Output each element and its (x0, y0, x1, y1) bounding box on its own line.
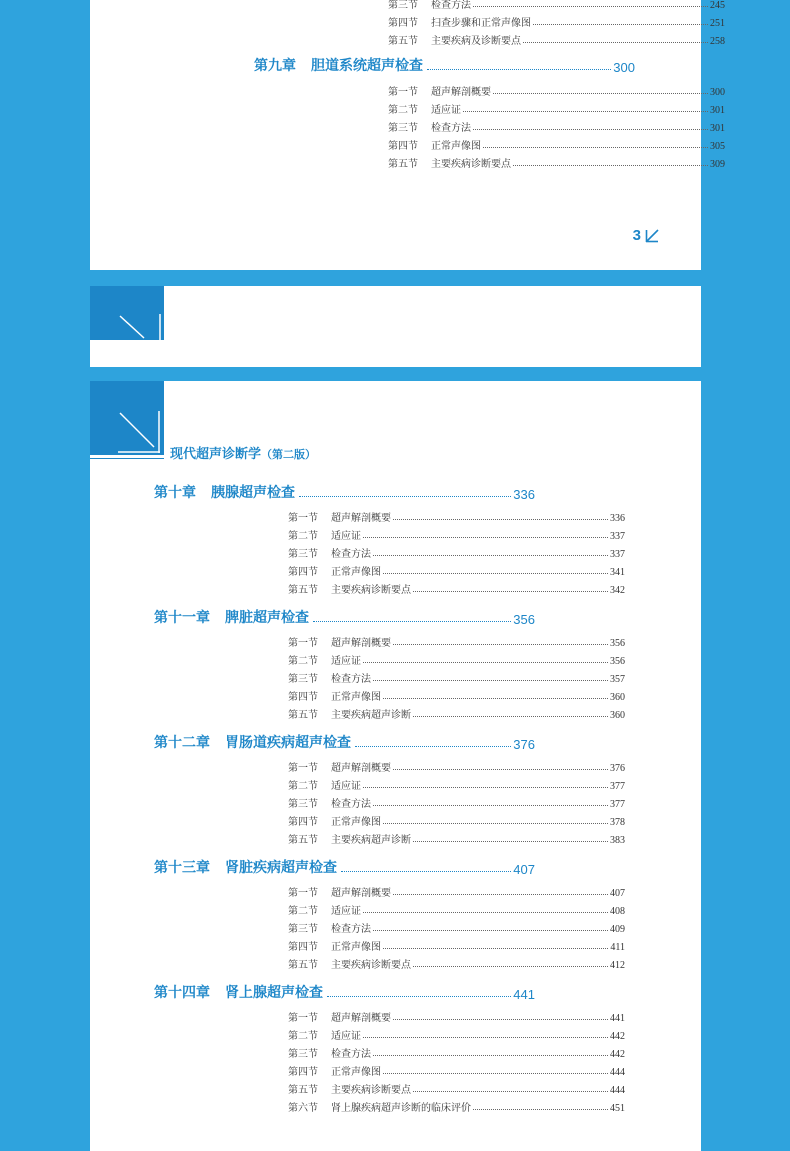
section-page: 301 (710, 123, 725, 134)
leader-dots (383, 572, 608, 574)
chapter-title: 肾脏疾病超声检查 (225, 860, 337, 876)
chapter-number: 第九章 (254, 58, 296, 74)
toc-section-row (288, 506, 625, 524)
section-page: 444 (610, 1067, 625, 1078)
chapter-heading[interactable] (154, 482, 535, 502)
toc-sections-partial (388, 0, 725, 47)
toc-section-row (288, 1024, 625, 1042)
section-title: 主要疾病诊断要点 (431, 159, 511, 170)
section-title: 正常声像图 (331, 1067, 381, 1078)
chapter-sections (288, 756, 625, 846)
toc-section-row (388, 116, 725, 134)
toc-section-row (288, 685, 625, 703)
toc-section-row (288, 1042, 625, 1060)
chapter-page: 356 (513, 612, 535, 627)
toc-section-row (288, 899, 625, 917)
section-title: 超声解剖概要 (331, 638, 391, 649)
toc-page-upper (90, 0, 725, 270)
section-number: 第五节 (288, 1085, 318, 1096)
leader-dots (393, 893, 608, 895)
leader-dots (393, 518, 608, 520)
page-number-text: 3 (632, 227, 641, 244)
section-number: 第四节 (288, 567, 318, 578)
section-number: 第一节 (288, 763, 318, 774)
chapter-page: 336 (513, 487, 535, 502)
leader-dots (355, 746, 511, 747)
section-page: 360 (610, 692, 625, 703)
chapter-heading[interactable] (154, 982, 535, 1002)
toc-section-row (288, 756, 625, 774)
leader-dots (413, 1090, 608, 1092)
chapter-page: 407 (513, 862, 535, 877)
section-number: 第三节 (388, 0, 418, 11)
section-number: 第四节 (288, 817, 318, 828)
toc-section-row (288, 560, 625, 578)
section-page: 337 (610, 549, 625, 560)
leader-dots (299, 496, 511, 497)
section-title: 主要疾病超声诊断 (331, 835, 411, 846)
chapter-page: 300 (613, 60, 635, 75)
chapter-number: 第十章 (154, 485, 196, 501)
section-page: 377 (610, 799, 625, 810)
section-number: 第四节 (388, 18, 418, 29)
leader-dots (363, 1036, 608, 1038)
section-title: 检查方法 (331, 1049, 371, 1060)
section-page: 360 (610, 710, 625, 721)
section-page: 411 (610, 942, 625, 953)
section-number: 第一节 (388, 87, 418, 98)
corner-decoration (90, 286, 164, 340)
toc-section-row (288, 578, 625, 596)
section-number: 第五节 (388, 159, 418, 170)
section-page: 442 (610, 1031, 625, 1042)
section-number: 第四节 (288, 1067, 318, 1078)
toc-section-row (288, 524, 625, 542)
toc-page-lower (90, 381, 701, 1151)
toc-section-row (288, 917, 625, 935)
section-number: 第三节 (288, 924, 318, 935)
leader-dots (473, 1108, 608, 1110)
book-edition: （第二版） (261, 448, 317, 461)
section-number: 第三节 (288, 549, 318, 560)
chapter-sections (288, 881, 625, 971)
section-page: 336 (610, 513, 625, 524)
toc-section-row (288, 1096, 625, 1114)
section-title: 检查方法 (331, 674, 371, 685)
section-number: 第五节 (288, 585, 318, 596)
leader-dots (413, 590, 608, 592)
section-title: 适应证 (331, 906, 361, 917)
leader-dots (313, 621, 511, 622)
section-title: 主要疾病诊断要点 (331, 960, 411, 971)
section-number: 第二节 (288, 1031, 318, 1042)
section-number: 第四节 (288, 692, 318, 703)
section-page: 383 (610, 835, 625, 846)
leader-dots (383, 1072, 608, 1074)
section-number: 第五节 (288, 710, 318, 721)
section-number: 第一节 (288, 888, 318, 899)
chapter-number: 第十三章 (154, 860, 210, 876)
corner-arrow-icon (90, 286, 164, 340)
leader-dots (363, 911, 608, 913)
leader-dots (493, 92, 708, 94)
section-title: 正常声像图 (331, 692, 381, 703)
section-number: 第六节 (288, 1103, 318, 1114)
section-title: 检查方法 (431, 0, 471, 11)
section-title: 正常声像图 (331, 817, 381, 828)
toc-section-row (288, 703, 625, 721)
toc-section-row (288, 774, 625, 792)
leader-dots (383, 697, 608, 699)
section-page: 356 (610, 638, 625, 649)
leader-dots (393, 643, 608, 645)
leader-dots (427, 69, 611, 70)
section-page: 444 (610, 1085, 625, 1096)
chapter-page: 376 (513, 737, 535, 752)
section-number: 第二节 (288, 781, 318, 792)
section-page: 451 (610, 1103, 625, 1114)
leader-dots (341, 871, 511, 872)
toc-section-row (288, 881, 625, 899)
section-page: 341 (610, 567, 625, 578)
leader-dots (363, 661, 608, 663)
leader-dots (373, 804, 608, 806)
toc-section-row (388, 134, 725, 152)
toc-section-row (388, 0, 725, 11)
section-title: 超声解剖概要 (331, 888, 391, 899)
chapter-title: 胃肠道疾病超声检查 (225, 735, 351, 751)
chapter-heading[interactable] (154, 857, 535, 877)
chapter-title: 胰腺超声检查 (211, 485, 295, 501)
section-page: 408 (610, 906, 625, 917)
section-number: 第五节 (288, 835, 318, 846)
leader-dots (383, 822, 608, 824)
leader-dots (473, 128, 708, 130)
section-page: 357 (610, 674, 625, 685)
chapter-sections (288, 1006, 625, 1114)
section-title: 适应证 (331, 656, 361, 667)
section-title: 正常声像图 (331, 567, 381, 578)
book-header (170, 443, 316, 462)
section-page: 309 (710, 159, 725, 170)
leader-dots (373, 929, 608, 931)
section-page: 441 (610, 1013, 625, 1024)
section-title: 扫查步骤和正常声像图 (431, 18, 531, 29)
leader-dots (393, 768, 608, 770)
section-title: 检查方法 (331, 799, 371, 810)
section-number: 第五节 (288, 960, 318, 971)
toc-section-row (288, 792, 625, 810)
section-title: 适应证 (331, 531, 361, 542)
leader-dots (393, 1018, 608, 1020)
section-number: 第一节 (288, 638, 318, 649)
chapter-sections (288, 506, 625, 596)
section-page: 342 (610, 585, 625, 596)
corner-arrow-icon (645, 229, 659, 243)
chapter-title: 脾脏超声检查 (225, 610, 309, 626)
leader-dots (383, 947, 608, 949)
leader-dots (363, 786, 608, 788)
toc-section-row (288, 810, 625, 828)
leader-dots (533, 23, 708, 25)
section-page: 300 (710, 87, 725, 98)
toc-section-row (288, 1060, 625, 1078)
section-title: 主要疾病超声诊断 (331, 710, 411, 721)
leader-dots (327, 996, 511, 997)
leader-dots (413, 715, 608, 717)
section-number: 第三节 (388, 123, 418, 134)
book-title: 现代超声诊断学 (170, 447, 262, 462)
toc-section-row (288, 542, 625, 560)
section-title: 适应证 (331, 1031, 361, 1042)
chapter-number: 第十二章 (154, 735, 210, 751)
toc-section-row (288, 667, 625, 685)
section-title: 主要疾病诊断要点 (331, 1085, 411, 1096)
chapter-heading[interactable] (254, 55, 635, 75)
section-title: 主要疾病及诊断要点 (431, 36, 521, 47)
chapter-title: 肾上腺超声检查 (225, 985, 323, 1001)
section-page: 245 (710, 0, 725, 11)
leader-dots (373, 679, 608, 681)
toc-section-row (288, 935, 625, 953)
corner-arrow-icon (90, 381, 164, 455)
toc-section-row (388, 98, 725, 116)
header-rule (90, 458, 164, 459)
toc-section-row (288, 1006, 625, 1024)
leader-dots (413, 840, 608, 842)
section-number: 第二节 (388, 105, 418, 116)
section-number: 第四节 (388, 141, 418, 152)
toc-section-row (288, 631, 625, 649)
section-number: 第二节 (288, 906, 318, 917)
leader-dots (483, 146, 708, 148)
leader-dots (463, 110, 708, 112)
leader-dots (473, 5, 708, 7)
section-title: 超声解剖概要 (331, 513, 391, 524)
section-page: 412 (610, 960, 625, 971)
chapter-heading[interactable] (154, 732, 535, 752)
toc-section-row (288, 828, 625, 846)
section-number: 第五节 (388, 36, 418, 47)
section-title: 正常声像图 (431, 141, 481, 152)
toc-section-row (388, 152, 725, 170)
chapter-page: 441 (513, 987, 535, 1002)
leader-dots (513, 164, 708, 166)
section-page: 442 (610, 1049, 625, 1060)
section-title: 适应证 (431, 105, 461, 116)
section-title: 适应证 (331, 781, 361, 792)
section-title: 主要疾病诊断要点 (331, 585, 411, 596)
section-page: 251 (710, 18, 725, 29)
leader-dots (373, 554, 608, 556)
section-page: 376 (610, 763, 625, 774)
section-page: 301 (710, 105, 725, 116)
chapter-sections (288, 631, 625, 721)
section-number: 第三节 (288, 674, 318, 685)
section-page: 337 (610, 531, 625, 542)
section-page: 378 (610, 817, 625, 828)
page-number (633, 227, 659, 244)
section-title: 检查方法 (331, 549, 371, 560)
chapter-title: 胆道系统超声检查 (311, 58, 423, 74)
chapter-heading[interactable] (154, 607, 535, 627)
section-number: 第二节 (288, 656, 318, 667)
toc-section-row (288, 1078, 625, 1096)
toc-section-row (388, 11, 725, 29)
section-number: 第二节 (288, 531, 318, 542)
section-title: 超声解剖概要 (431, 87, 491, 98)
section-number: 第三节 (288, 1049, 318, 1060)
chapter-number: 第十四章 (154, 985, 210, 1001)
section-page: 409 (610, 924, 625, 935)
section-page: 377 (610, 781, 625, 792)
toc-section-row (388, 80, 725, 98)
toc-page-strip (90, 286, 701, 367)
section-number: 第一节 (288, 513, 318, 524)
toc-section-row (288, 953, 625, 971)
section-title: 超声解剖概要 (331, 763, 391, 774)
leader-dots (523, 41, 708, 43)
chapter-number: 第十一章 (154, 610, 210, 626)
corner-decoration (90, 381, 164, 455)
toc-section-row (388, 29, 725, 47)
toc-section-row (288, 649, 625, 667)
section-page: 356 (610, 656, 625, 667)
chapter-sections (388, 80, 725, 170)
section-page: 407 (610, 888, 625, 899)
section-title: 检查方法 (331, 924, 371, 935)
section-number: 第一节 (288, 1013, 318, 1024)
section-page: 305 (710, 141, 725, 152)
section-title: 肾上腺疾病超声诊断的临床评价 (331, 1103, 471, 1114)
section-title: 检查方法 (431, 123, 471, 134)
section-page: 258 (710, 36, 725, 47)
leader-dots (363, 536, 608, 538)
section-title: 正常声像图 (331, 942, 381, 953)
leader-dots (373, 1054, 608, 1056)
section-number: 第三节 (288, 799, 318, 810)
leader-dots (413, 965, 608, 967)
section-title: 超声解剖概要 (331, 1013, 391, 1024)
section-number: 第四节 (288, 942, 318, 953)
